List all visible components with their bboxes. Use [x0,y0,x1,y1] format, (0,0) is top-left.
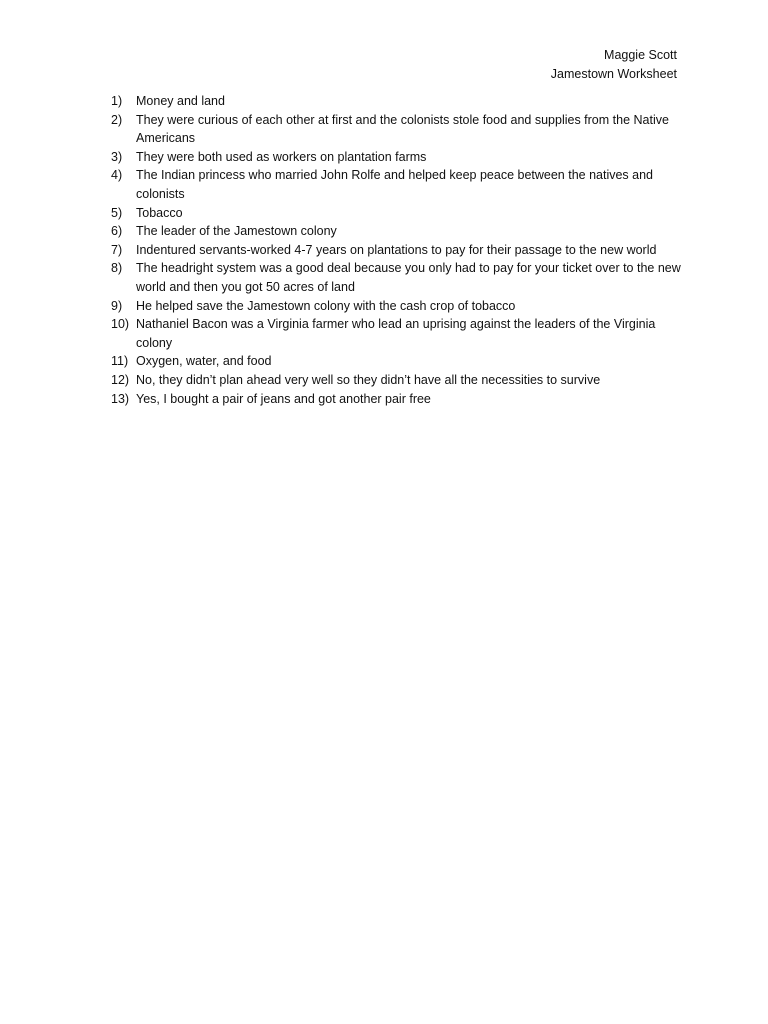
author-name: Maggie Scott [604,48,677,62]
answer-number: 8) [111,261,123,276]
answer-item [111,92,681,111]
answer-text: The Indian princess who married John Rolfe and helped keep peace between the natives and colonists [136,168,654,201]
answer-item [111,390,681,409]
document-header [551,46,677,83]
answer-text: Tobacco [136,205,183,220]
answer-item [111,241,681,260]
answer-text: The leader of the Jamestown colony [136,224,337,239]
answer-item [111,371,681,390]
answer-item [111,352,681,371]
answer-item [111,222,681,241]
answer-text: He helped save the Jamestown colony with the cash crop of tobacco [136,298,516,313]
answer-item [111,315,681,352]
answer-text: They were curious of each other at first and the colonists stole food and supplies from the Native Americans [136,112,669,146]
answer-number: 11) [111,354,129,369]
answer-text: Yes, I bought a pair of jeans and got another pair free [136,391,431,406]
answer-number: 6) [111,224,123,239]
answer-number: 1) [111,94,123,108]
answer-text: Indentured servants-worked 4-7 years on plantations to pay for their passage to the new world [136,242,657,257]
answer-number: 7) [111,242,123,257]
answer-number: 3) [111,149,123,164]
answer-number: 9) [111,298,123,313]
answer-text: Oxygen, water, and food [136,354,272,369]
answer-list [111,92,681,408]
answer-item [111,297,681,316]
answer-text: Nathaniel Bacon was a Virginia farmer who lead an uprising against the leaders of the Virginia colony [136,317,656,350]
answer-number: 5) [111,205,123,220]
answer-text: No, they didn’t plan ahead very well so they didn’t have all the necessities to survive [136,372,601,387]
answer-item [111,166,681,203]
answer-number: 2) [111,112,123,127]
answer-text: Money and land [136,94,225,108]
answer-number: 4) [111,168,123,183]
answer-number: 13) [111,391,130,406]
answer-item [111,204,681,223]
answer-item [111,259,681,296]
answer-number: 10) [111,317,130,332]
answer-item [111,111,681,148]
answer-number: 12) [111,372,130,387]
answer-text: The headright system was a good deal because you only had to pay for your ticket over to the new world and then you got 50 acres of land [136,261,681,294]
document-title: Jamestown Worksheet [550,66,677,81]
answer-item [111,148,681,167]
answer-text: They were both used as workers on plantation farms [136,149,427,164]
